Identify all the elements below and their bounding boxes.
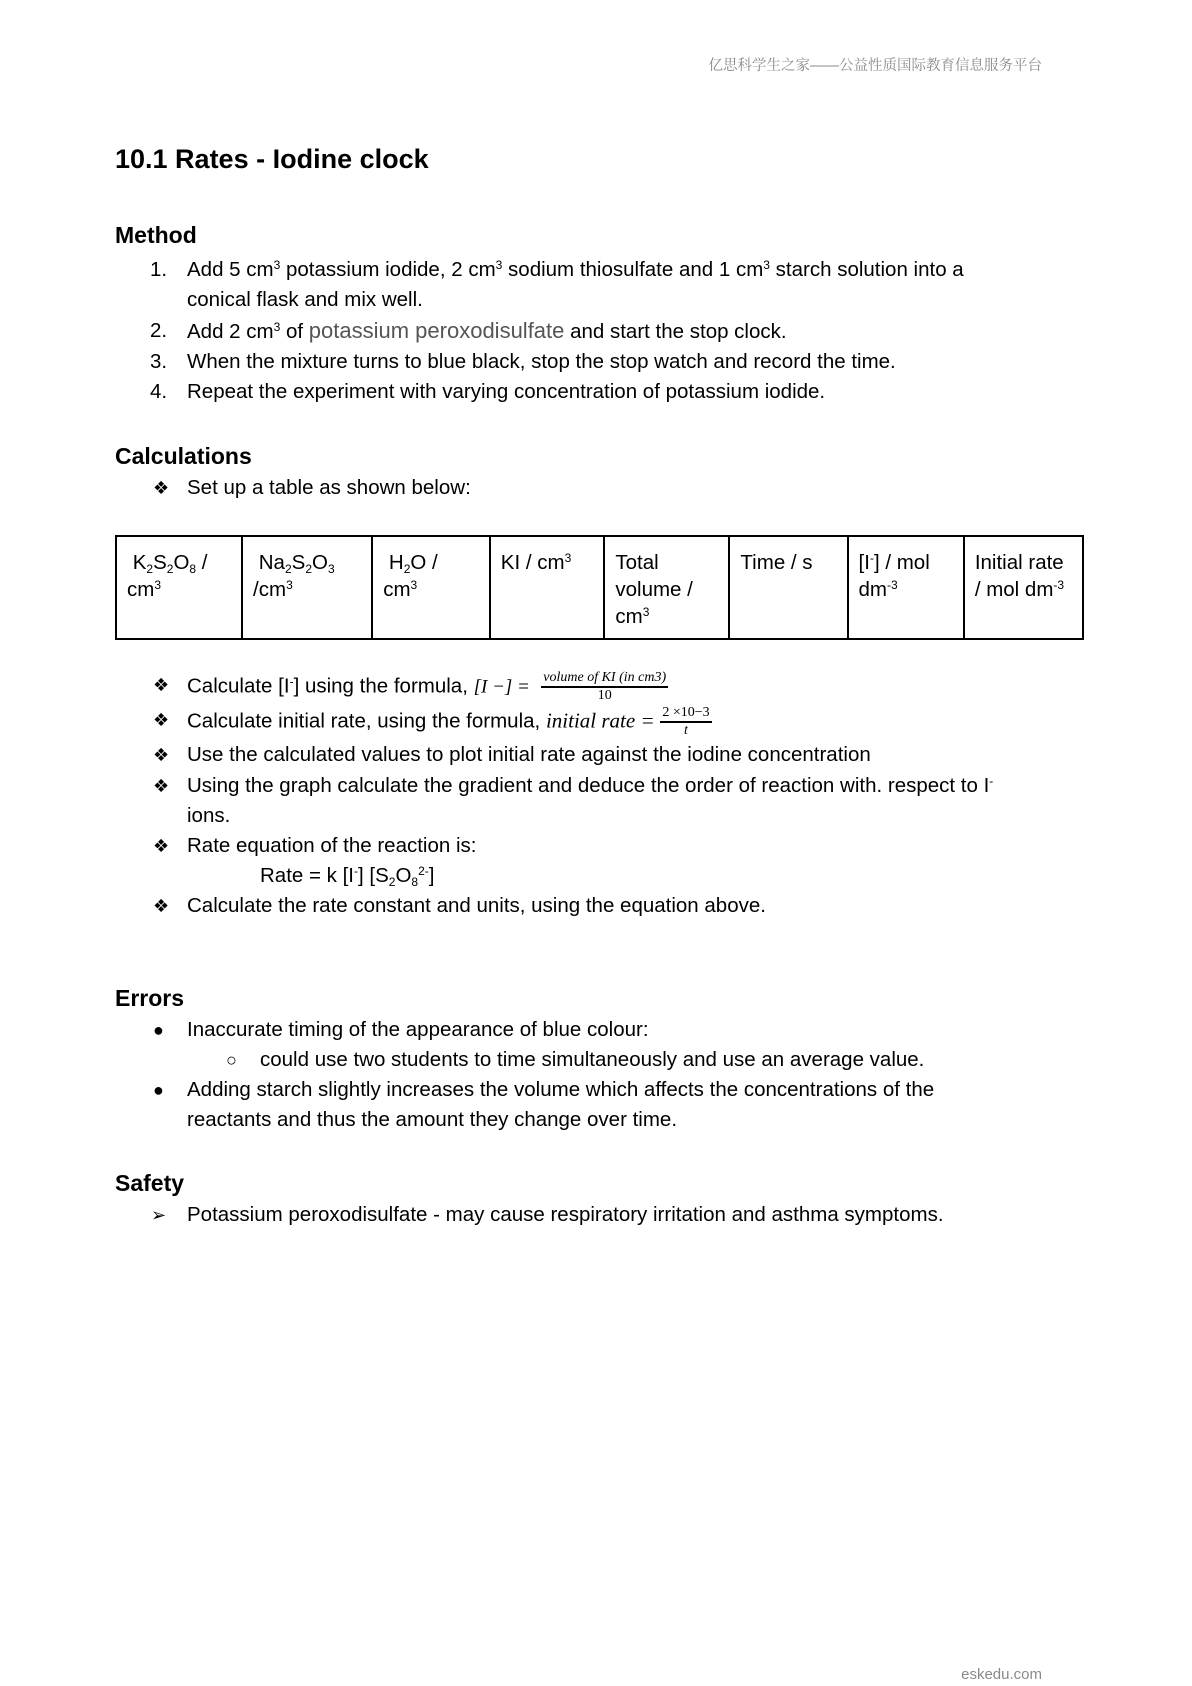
step-text: Repeat the experiment with varying concentration of potassium iodide. <box>187 380 826 403</box>
step-text: Add 5 $cm^3$ potassium iodide, 2 $cm^3$ sodium thiosulfate and 1 $cm^3$ starch solution into a <box>187 258 964 281</box>
gradient-instruction-continued: ions. <box>187 804 231 827</box>
method-heading: Method <box>115 222 197 248</box>
error-timing: Inaccurate timing of the appearance of blue colour: <box>187 1018 649 1041</box>
iodide-formula-fraction: $\frac{\text{volume of KI (in cm3)}}{10}$ <box>543 670 667 703</box>
iodide-formula-lhs: [I −] = <box>473 676 530 698</box>
calc-iodide-text: Calculate [I-] using the formula, [I −] = $\frac{\text{volume of KI (in cm3)}}{10}$ <box>187 670 667 703</box>
footer-domain: eskedu.com <box>961 1666 1042 1683</box>
diamond-bullet-icon: ❖ <box>153 478 170 498</box>
safety-note: Potassium peroxodisulfate - may cause respiratory irritation and asthma symptoms. <box>187 1203 944 1226</box>
diamond-bullet-icon: ❖ <box>153 675 170 695</box>
diamond-bullet-icon: ❖ <box>153 745 170 765</box>
disc-bullet-icon: ● <box>153 1020 164 1040</box>
step-number: 3. <box>150 350 168 373</box>
error-timing-fix: could use two students to time simultaneously and use an average value. <box>260 1048 925 1071</box>
rate-formula-fraction: $\frac{2 \times 10-3}{t}$ <box>662 705 710 738</box>
step-number: 4. <box>150 380 168 403</box>
rate-equation-intro: Rate equation of the reaction is: <box>187 834 477 857</box>
highlight-chemical: potassium peroxodisulfate <box>308 318 565 343</box>
diamond-bullet-icon: ❖ <box>153 836 170 856</box>
safety-heading: Safety <box>115 1170 185 1196</box>
step-text: Add 2 $cm^3$ of potassium peroxodisulfate and start the stop clock. <box>187 318 787 343</box>
step-text: When the mixture turns to blue black, stop the stop watch and record the time. <box>187 350 896 373</box>
error-starch-continued: reactants and thus the amount they change over time. <box>187 1108 678 1131</box>
page-title: 10.1 Rates - Iodine clock <box>115 144 429 174</box>
results-table <box>115 535 1084 640</box>
table-intro: Set up a table as shown below: <box>187 476 471 499</box>
diamond-bullet-icon: ❖ <box>153 710 170 730</box>
disc-bullet-icon: ● <box>153 1080 164 1100</box>
col-time: Time / s <box>729 536 847 639</box>
diamond-bullet-icon: ❖ <box>153 776 170 796</box>
col-total-volume: Total volume / $cm^3$ <box>604 536 729 639</box>
calculations-heading: Calculations <box>115 443 252 469</box>
col-iodide-conc: [I-] / mol $dm^{-3}$ <box>848 536 964 639</box>
col-h2o: $H_2O$ / $cm^3$ <box>372 536 490 639</box>
step-number: 1. <box>150 258 168 281</box>
col-k2s2o8: $K_2S_2O_8$ / $cm^3$ <box>116 536 242 639</box>
rate-constant-instruction: Calculate the rate constant and units, using the equation above. <box>187 894 766 917</box>
step-number: 2. <box>150 319 168 342</box>
rate-formula-lhs: initial rate = <box>545 708 655 733</box>
plot-instruction: Use the calculated values to plot initial rate against the iodine concentration <box>187 743 871 766</box>
errors-heading: Errors <box>115 985 185 1011</box>
step-text-continued: conical flask and mix well. <box>187 288 423 311</box>
rate-equation: Rate = k [I-] $[S_2O_8^{2-}]$ <box>260 864 435 889</box>
circle-bullet-icon: ○ <box>226 1050 237 1070</box>
col-na2s2o3: $Na_2S_2O_3$ $/cm^3$ <box>242 536 372 639</box>
col-initial-rate: Initial rate / mol $dm^{-3}$ <box>964 536 1083 639</box>
header-site-name: 亿思科学生之家——公益性质国际教育信息服务平台 <box>708 58 1042 74</box>
gradient-instruction: Using the graph calculate the gradient and deduce the order of reaction with. respect to I- <box>187 774 994 797</box>
arrow-bullet-icon: ➢ <box>151 1205 167 1225</box>
error-starch: Adding starch slightly increases the volume which affects the concentrations of the <box>187 1078 935 1101</box>
calc-rate-text: Calculate initial rate, using the formula, initial rate = $\frac{2 \times 10-3}{t}$ <box>187 705 710 738</box>
table-header-row <box>116 536 1083 639</box>
diamond-bullet-icon: ❖ <box>153 896 170 916</box>
col-ki: KI / $cm^3$ <box>490 536 605 639</box>
